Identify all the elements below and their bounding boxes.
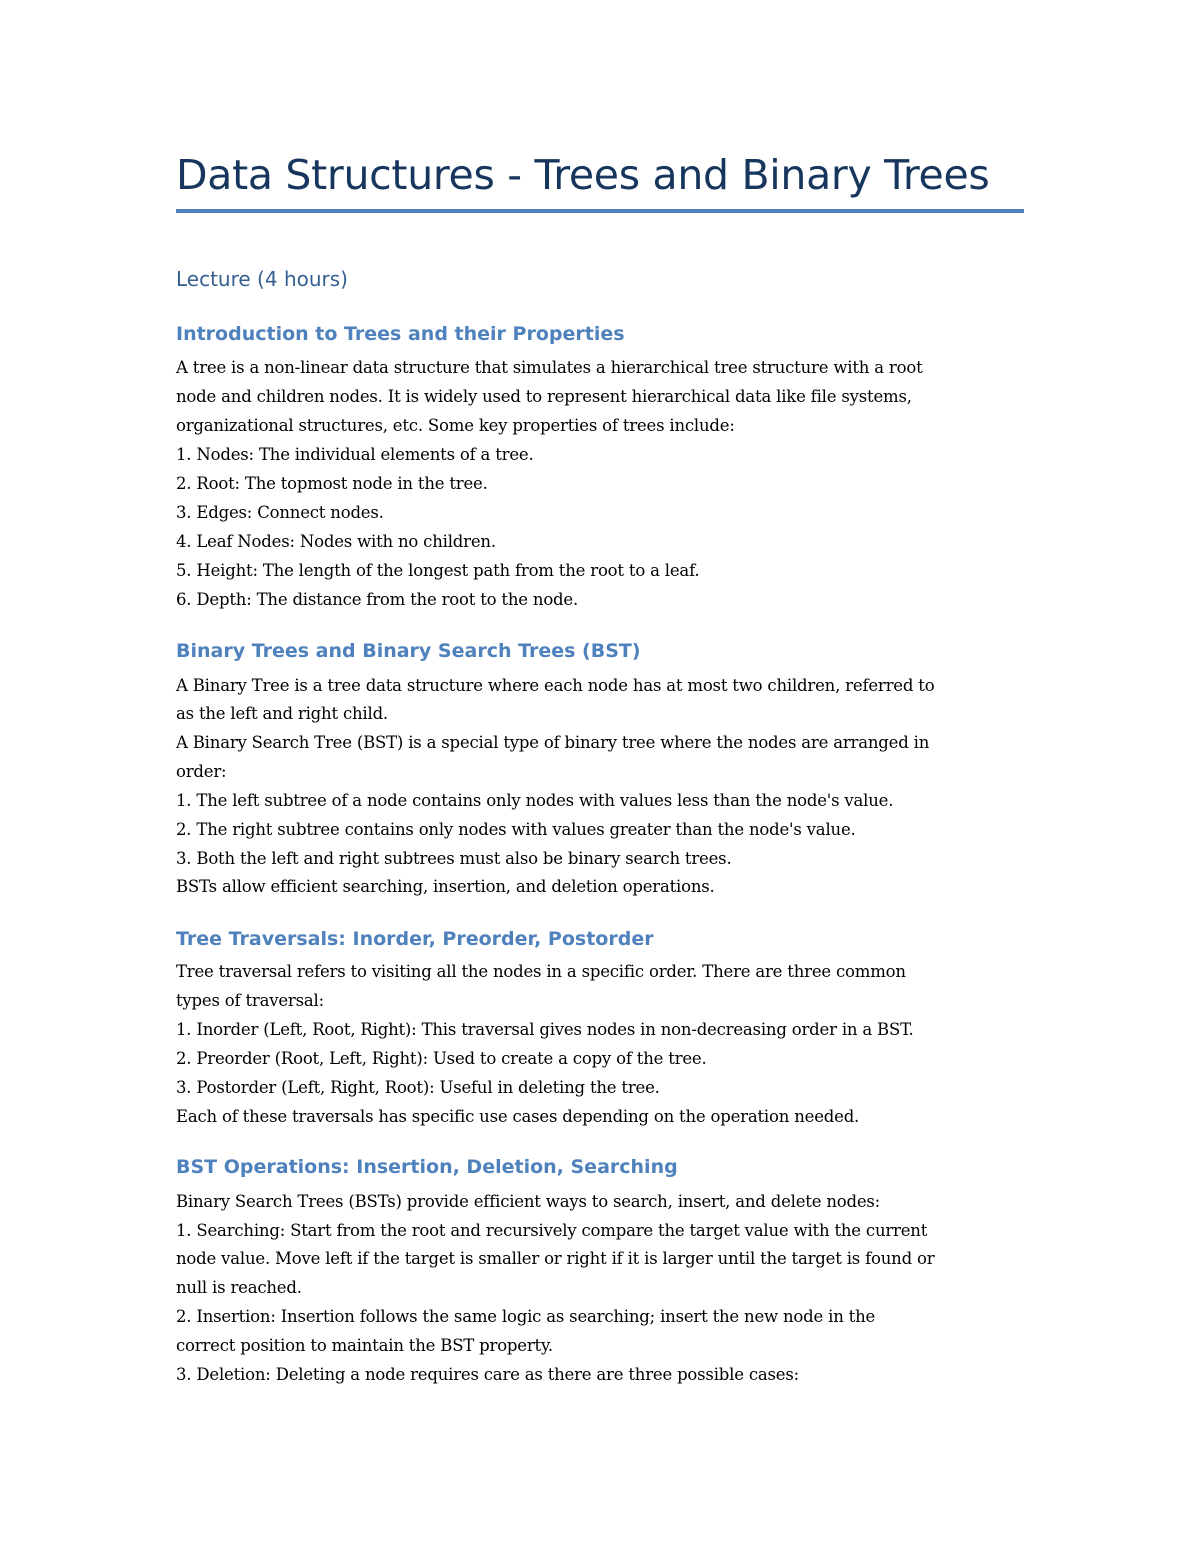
body-line: correct position to maintain the BST property. (176, 1336, 553, 1355)
list-item: 2. Preorder (Root, Left, Right): Used to create a copy of the tree. (176, 1049, 707, 1068)
body-line: Tree traversal refers to visiting all the nodes in a specific order. There are three common (176, 962, 906, 981)
list-item: 3. Edges: Connect nodes. (176, 503, 384, 522)
list-item: 1. Nodes: The individual elements of a tree. (176, 445, 534, 464)
section-heading-binary-trees: Binary Trees and Binary Search Trees (BST) (176, 640, 641, 662)
document-title: Data Structures - Trees and Binary Trees (176, 151, 990, 199)
list-item: 1. Searching: Start from the root and recursively compare the target value with the current (176, 1221, 928, 1240)
list-item: 2. The right subtree contains only nodes with values greater than the node's value. (176, 820, 856, 839)
body-line: as the left and right child. (176, 704, 388, 723)
body-line: order: (176, 762, 227, 781)
section-heading-intro: Introduction to Trees and their Properties (176, 323, 625, 345)
list-item: 3. Deletion: Deleting a node requires care as there are three possible cases: (176, 1365, 799, 1384)
body-line: Binary Search Trees (BSTs) provide efficient ways to search, insert, and delete nodes: (176, 1192, 881, 1211)
body-line: A Binary Search Tree (BST) is a special type of binary tree where the nodes are arranged in (176, 733, 930, 752)
body-line: A Binary Tree is a tree data structure where each node has at most two children, referred to (176, 676, 935, 695)
body-line: node value. Move left if the target is smaller or right if it is larger until the target is found or (176, 1249, 935, 1268)
list-item: 4. Leaf Nodes: Nodes with no children. (176, 532, 496, 551)
list-item: 3. Both the left and right subtrees must also be binary search trees. (176, 849, 732, 868)
list-item: 6. Depth: The distance from the root to the node. (176, 590, 579, 609)
list-item: 5. Height: The length of the longest path from the root to a leaf. (176, 561, 700, 580)
section-heading-bst-operations: BST Operations: Insertion, Deletion, Searching (176, 1156, 678, 1178)
title-underline (176, 209, 1024, 213)
list-item: 1. Inorder (Left, Root, Right): This traversal gives nodes in non-decreasing order in a BST. (176, 1020, 914, 1039)
list-item: 1. The left subtree of a node contains only nodes with values less than the node's value. (176, 791, 894, 810)
list-item: 2. Insertion: Insertion follows the same logic as searching; insert the new node in the (176, 1307, 876, 1326)
body-line: Each of these traversals has specific use cases depending on the operation needed. (176, 1107, 860, 1126)
body-line: node and children nodes. It is widely used to represent hierarchical data like file systems, (176, 387, 912, 406)
body-line: null is reached. (176, 1278, 302, 1297)
body-line: A tree is a non-linear data structure that simulates a hierarchical tree structure with a root (176, 358, 923, 377)
list-item: 2. Root: The topmost node in the tree. (176, 474, 488, 493)
lecture-heading: Lecture (4 hours) (176, 267, 348, 291)
body-line: types of traversal: (176, 991, 324, 1010)
section-heading-traversals: Tree Traversals: Inorder, Preorder, Postorder (176, 928, 654, 950)
body-line: BSTs allow efficient searching, insertion, and deletion operations. (176, 877, 715, 896)
list-item: 3. Postorder (Left, Right, Root): Useful in deleting the tree. (176, 1078, 660, 1097)
body-line: organizational structures, etc. Some key properties of trees include: (176, 416, 735, 435)
